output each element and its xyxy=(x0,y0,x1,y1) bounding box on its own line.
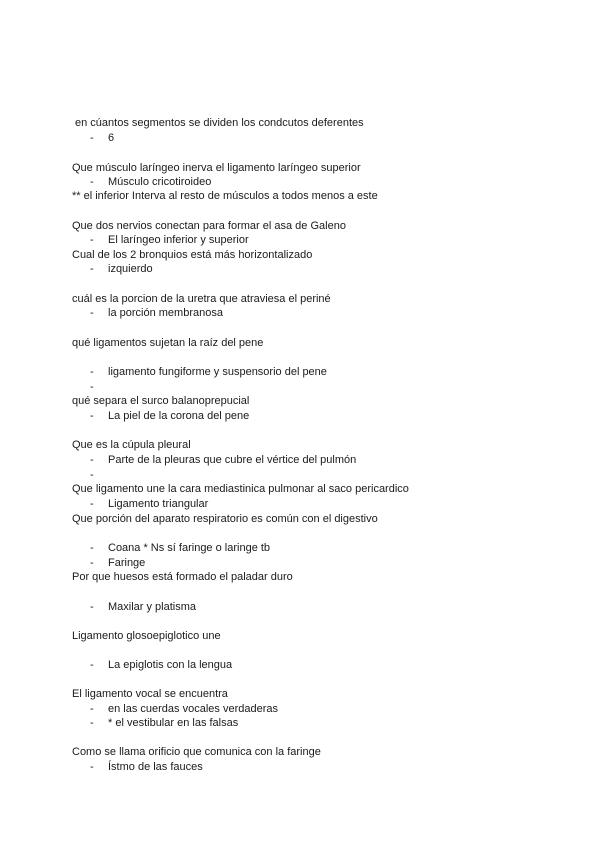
answer-item-empty xyxy=(90,380,108,394)
question-line: Que es la cúpula pleural xyxy=(72,439,191,451)
answer-item xyxy=(90,262,153,276)
question-line: El ligamento vocal se encuentra xyxy=(72,688,228,700)
answer-text: Ístmo de las fauces xyxy=(108,761,203,773)
answer-item xyxy=(90,600,196,614)
question-line: cuál es la porcion de la uretra que atraviesa el periné xyxy=(72,293,331,305)
answer-text: El laríngeo inferior y superior xyxy=(108,234,249,246)
answer-text: izquierdo xyxy=(108,263,153,275)
answer-item xyxy=(90,541,270,555)
bullet-dash: - xyxy=(90,703,94,715)
question-line: Como se llama orificio que comunica con la faringe xyxy=(72,746,321,758)
bullet-dash: - xyxy=(90,542,94,554)
question-line: Por que huesos está formado el paladar duro xyxy=(72,571,293,583)
answer-item xyxy=(90,409,249,423)
question-line: qué ligamentos sujetan la raíz del pene xyxy=(72,337,264,349)
question-line: Que porción del aparato respiratorio es común con el digestivo xyxy=(72,513,378,525)
answer-item xyxy=(90,453,356,467)
answer-text: en las cuerdas vocales verdaderas xyxy=(108,703,278,715)
answer-text: * el vestibular en las falsas xyxy=(108,717,239,729)
answer-item xyxy=(90,658,232,672)
bullet-dash: - xyxy=(90,717,94,729)
bullet-dash: - xyxy=(90,132,94,144)
answer-text: Faringe xyxy=(108,557,146,569)
note-line: ** el inferior Interva al resto de músculos a todos menos a este xyxy=(72,190,378,202)
question-line: Que músculo laríngeo inerva el ligamento laríngeo superior xyxy=(72,162,361,174)
answer-item xyxy=(90,306,223,320)
bullet-dash: - xyxy=(90,366,94,378)
question-line: Ligamento glosoepiglotico une xyxy=(72,630,221,642)
answer-text: La piel de la corona del pene xyxy=(108,410,250,422)
answer-item xyxy=(90,556,145,570)
answer-text: La epiglotis con la lengua xyxy=(108,659,233,671)
bullet-dash: - xyxy=(90,176,94,188)
answer-text: ligamento fungiforme y suspensorio del pene xyxy=(108,366,327,378)
question-line: en cúantos segmentos se dividen los condcutos deferentes xyxy=(75,117,364,129)
bullet-dash: - xyxy=(90,263,94,275)
bullet-dash: - xyxy=(90,761,94,773)
bullet-dash: - xyxy=(90,381,94,393)
bullet-dash: - xyxy=(90,498,94,510)
answer-item xyxy=(90,702,278,716)
answer-item-empty xyxy=(90,468,108,482)
answer-text: Parte de la pleuras que cubre el vértice del pulmón xyxy=(108,454,357,466)
answer-item xyxy=(90,175,211,189)
bullet-dash: - xyxy=(90,557,94,569)
answer-text: la porción membranosa xyxy=(108,307,223,319)
answer-item xyxy=(90,497,208,511)
question-line: Cual de los 2 bronquios está más horizontalizado xyxy=(72,249,313,261)
answer-text: Coana * Ns sí faringe o laringe tb xyxy=(108,542,271,554)
answer-item xyxy=(90,716,238,730)
answer-text: Músculo cricotiroideo xyxy=(108,176,212,188)
bullet-dash: - xyxy=(90,454,94,466)
bullet-dash: - xyxy=(90,410,94,422)
answer-text: 6 xyxy=(108,132,115,144)
answer-item xyxy=(90,131,114,145)
answer-item xyxy=(90,760,203,774)
question-line: Que ligamento une la cara mediastinica pulmonar al saco pericardico xyxy=(72,483,409,495)
bullet-dash: - xyxy=(90,307,94,319)
bullet-dash: - xyxy=(90,469,94,481)
answer-text: Ligamento triangular xyxy=(108,498,209,510)
answer-text: Maxilar y platisma xyxy=(108,601,197,613)
answer-item xyxy=(90,365,327,379)
question-line: qué separa el surco balanoprepucial xyxy=(72,395,250,407)
bullet-dash: - xyxy=(90,601,94,613)
bullet-dash: - xyxy=(90,659,94,671)
question-line: Que dos nervios conectan para formar el asa de Galeno xyxy=(72,220,346,232)
bullet-dash: - xyxy=(90,234,94,246)
answer-item xyxy=(90,233,249,247)
